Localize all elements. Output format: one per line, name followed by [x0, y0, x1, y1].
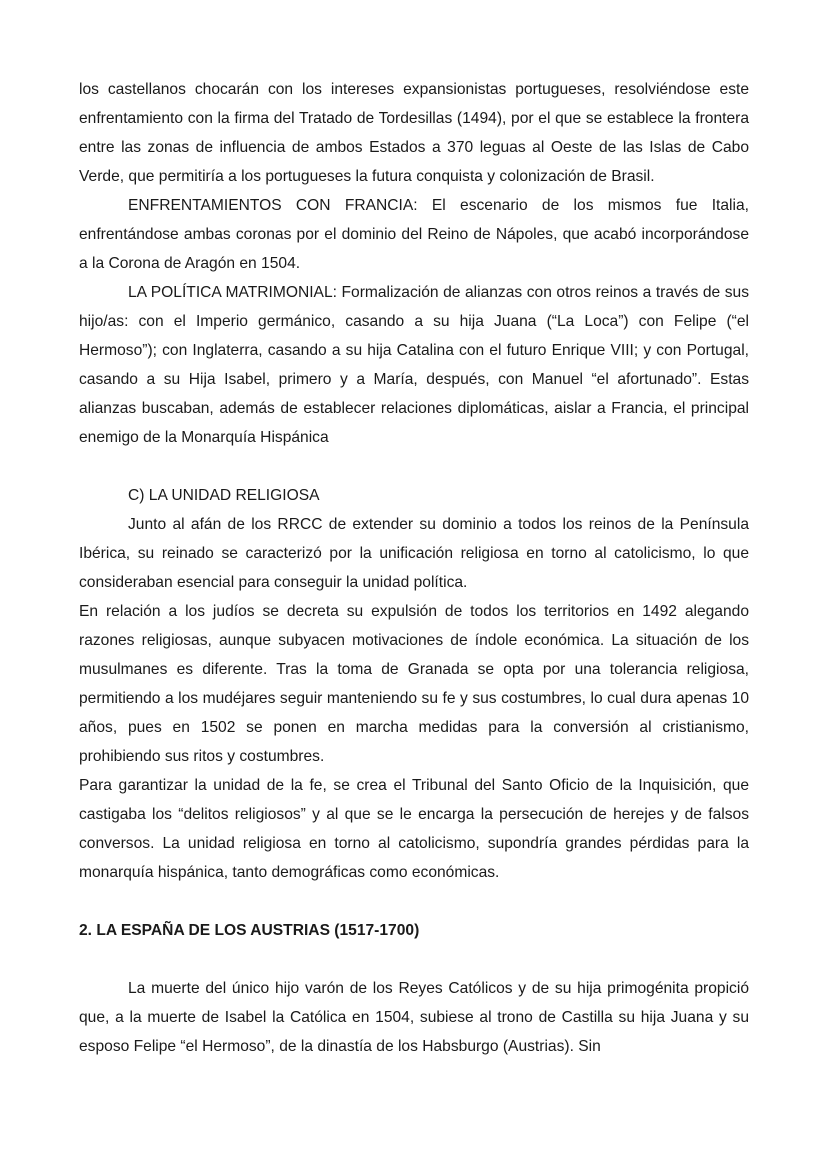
- section-heading-austrias: 2. LA ESPAÑA DE LOS AUSTRIAS (1517-1700): [79, 922, 420, 939]
- paragraph-politica-matrimonial: LA POLÍTICA MATRIMONIAL: Formalización de alianzas con otros reinos a través de sus hijo/as: con el Imperio germánico, casando a su hija Juana (“La Loca”) con Felipe (“el Hermoso”); con Inglaterra, casando a su hija Catalina con el futuro Enrique VIII; y con Portugal, casando a su Hija Isabel, primero y a María, después, con Manuel “el afortunado”. Estas alianzas buscaban, además de establecer relaciones diplomáticas, aislar a Francia, el principal enemigo de la Monarquía Hispánica: [79, 284, 749, 446]
- paragraph-francia: ENFRENTAMIENTOS CON FRANCIA: El escenario de los mismos fue Italia, enfrentándose ambas coronas por el dominio del Reino de Nápoles, que acabó incorporándose a la Corona de Aragón en 1504.: [79, 197, 749, 272]
- document-page: [79, 75, 749, 1061]
- paragraph-judios-musulmanes: En relación a los judíos se decreta su expulsión de todos los territorios en 1492 alegando razones religiosas, aunque subyacen motivaciones de índole económica. La situación de los musulmanes es diferente. Tras la toma de Granada se opta por una tolerancia religiosa, permitiendo a los mudéjares seguir manteniendo su fe y sus costumbres, lo cual dura apenas 10 años, pues en 1502 se ponen en marcha medidas para la conversión al cristianismo, prohibiendo sus ritos y costumbres.: [79, 603, 749, 765]
- blank-line: [79, 452, 749, 481]
- blank-line: [79, 887, 749, 916]
- paragraph-muerte-hijo: La muerte del único hijo varón de los Reyes Católicos y de su hija primogénita propició que, a la muerte de Isabel la Católica en 1504, subiese al trono de Castilla su hija Juana y su esposo Felipe “el Hermoso”, de la dinastía de los Habsburgo (Austrias). Sin: [79, 980, 749, 1055]
- paragraph-tordesillas: los castellanos chocarán con los intereses expansionistas portugueses, resolviéndose este enfrentamiento con la firma del Tratado de Tordesillas (1494), por el que se establece la frontera entre las zonas de influencia de ambos Estados a 370 leguas al Oeste de las Islas de Cabo Verde, que permitiría a los portugueses la futura conquista y colonización de Brasil.: [79, 81, 749, 185]
- paragraph-unificacion-religiosa: Junto al afán de los RRCC de extender su dominio a todos los reinos de la Península Ibérica, su reinado se caracterizó por la unificación religiosa en torno al catolicismo, lo que consideraban esencial para conseguir la unidad política.: [79, 516, 749, 591]
- subheading-unidad-religiosa: C) LA UNIDAD RELIGIOSA: [128, 487, 320, 504]
- paragraph-inquisicion: Para garantizar la unidad de la fe, se crea el Tribunal del Santo Oficio de la Inquisición, que castigaba los “delitos religiosos” y al que se le encarga la persecución de herejes y de falsos conversos. La unidad religiosa en torno al catolicismo, supondría grandes pérdidas para la monarquía hispánica, tanto demográficas como económicas.: [79, 777, 749, 881]
- blank-line: [79, 945, 749, 974]
